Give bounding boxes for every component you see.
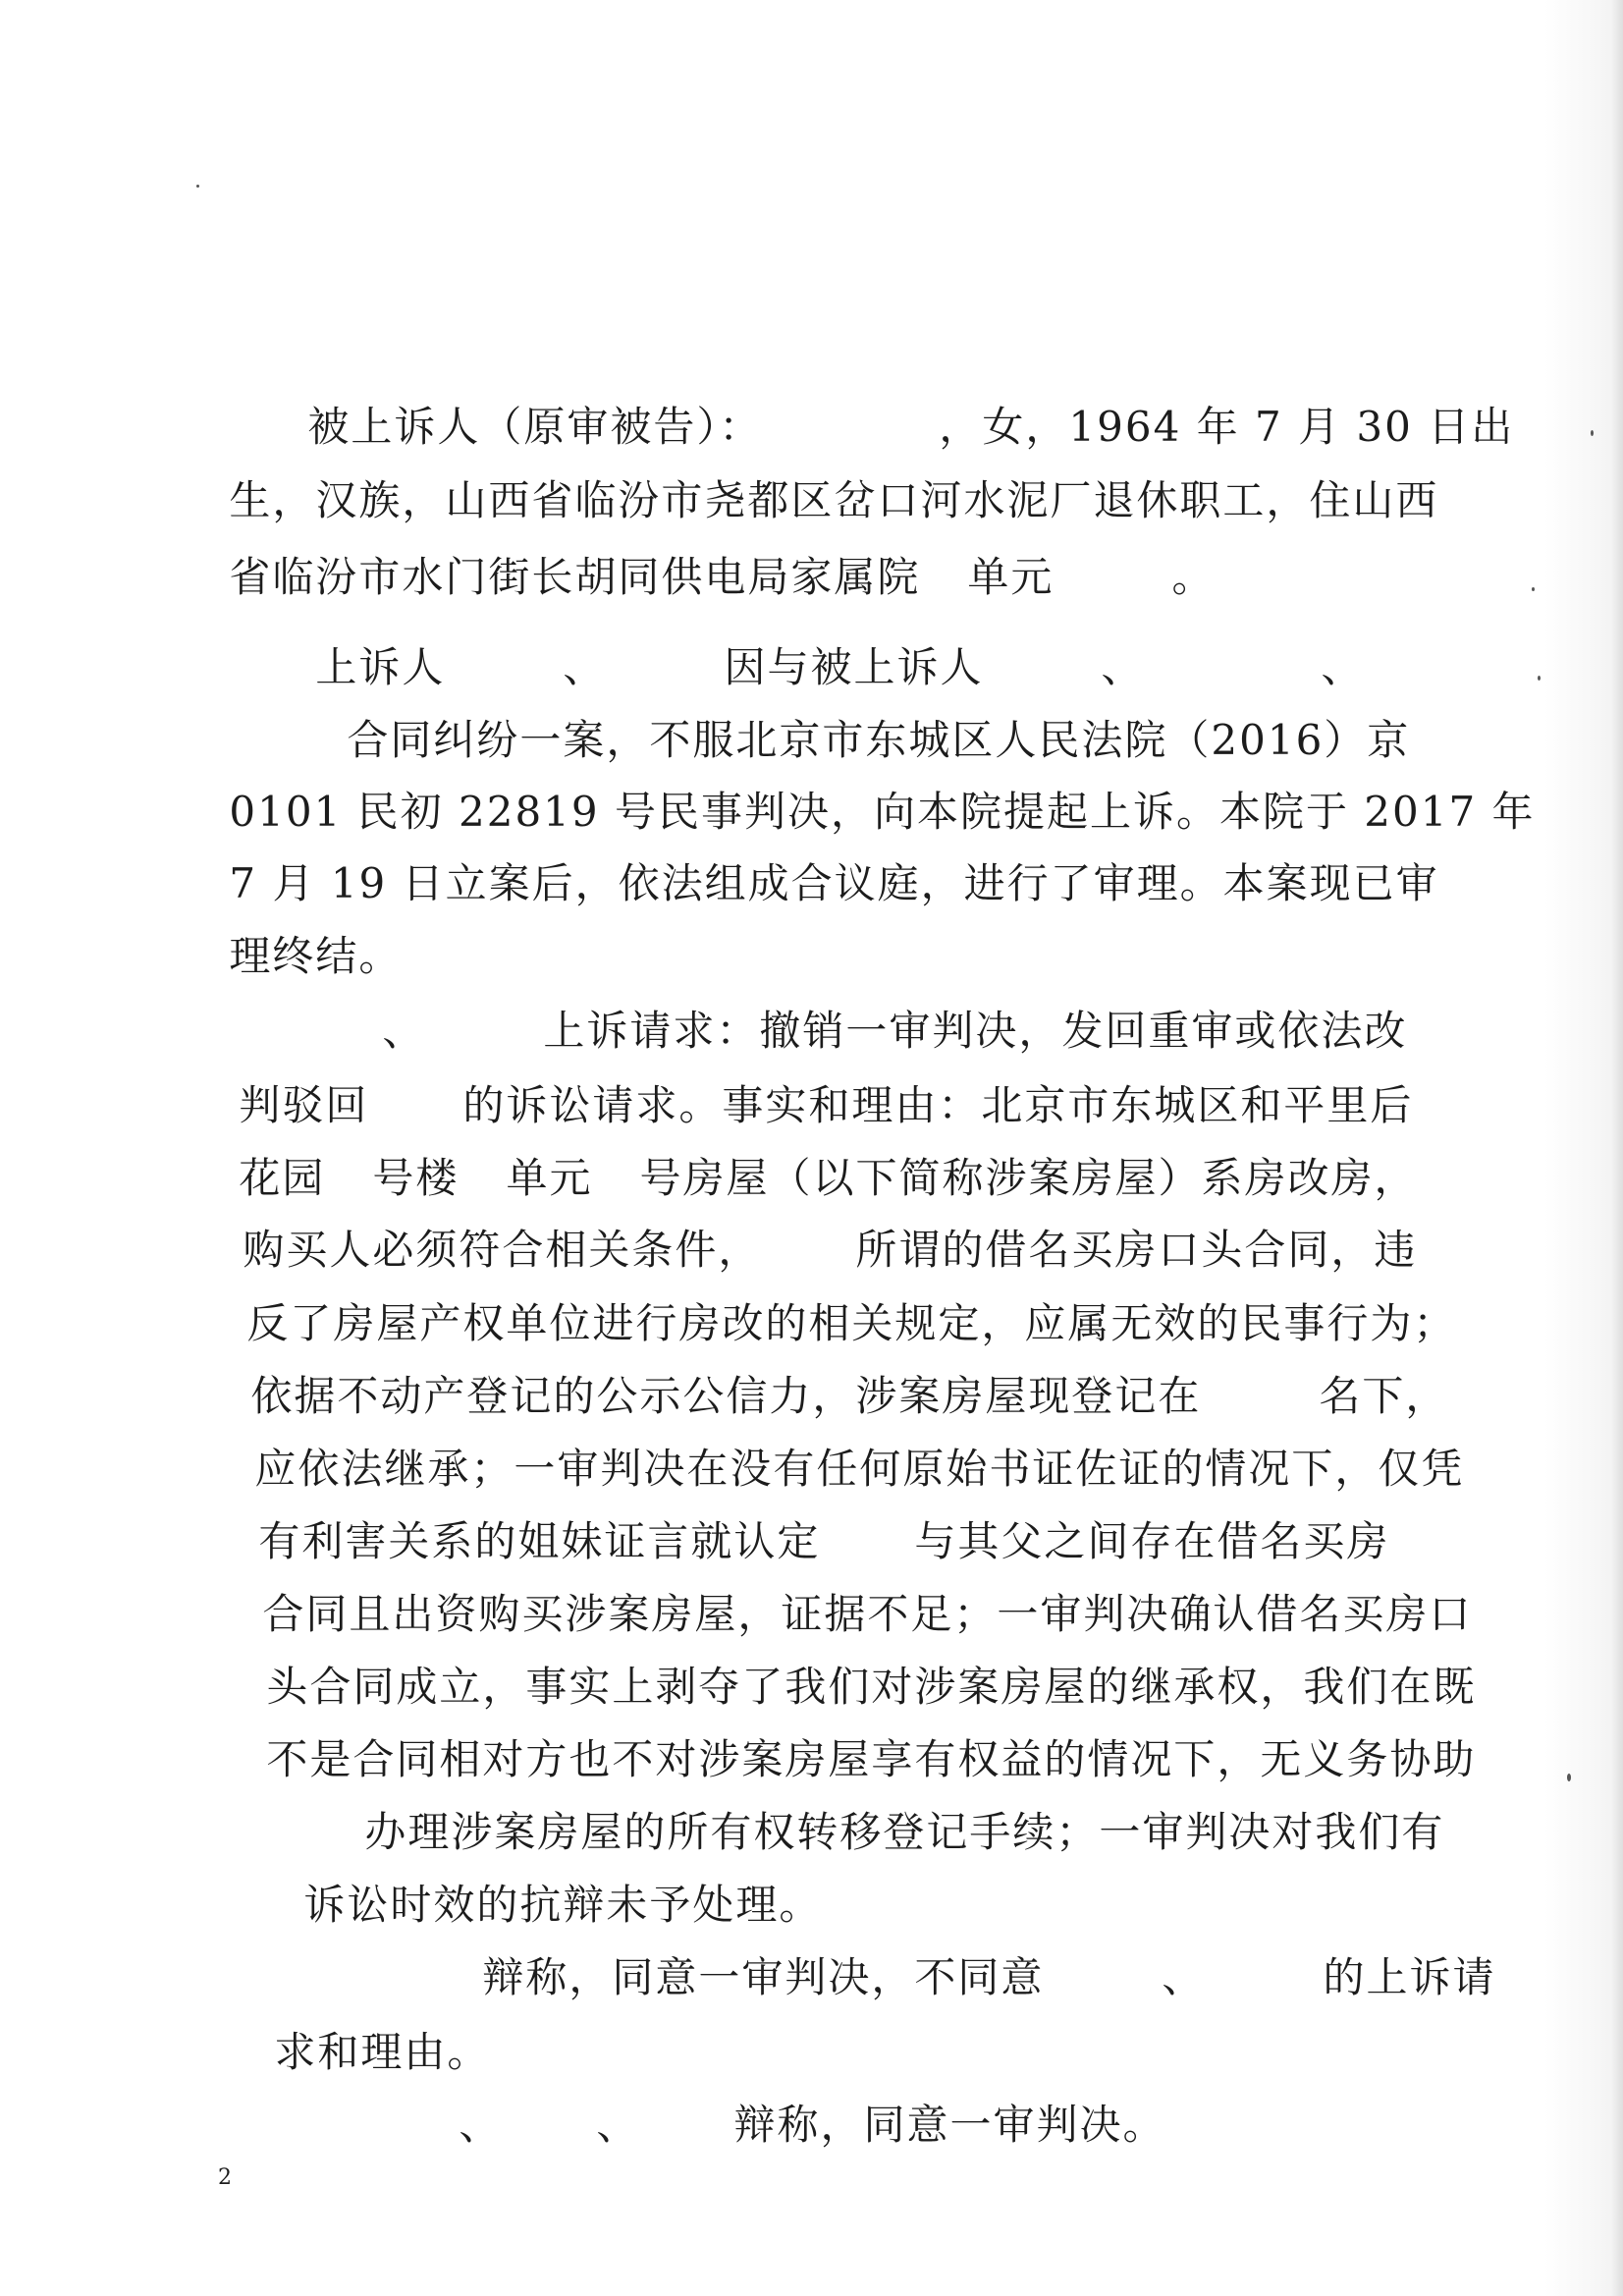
doc-text: 、 [563, 643, 607, 691]
doc-text: 单元 [967, 553, 1055, 601]
redacted-name [1044, 1991, 1162, 1992]
doc-text: 诉讼时效的抗辩未予处理。 [303, 1881, 823, 1929]
doc-text: 上诉请求：撤销一审判决，发回重审或依法改 [543, 1007, 1408, 1055]
doc-text: 理终结。 [229, 932, 403, 980]
doc-text: 生，汉族，山西省临汾市尧都区岔口河水泥厂退休职工，住山西 [229, 476, 1439, 524]
doc-text: 、 [1101, 643, 1145, 691]
doc-text: 7 月 19 日立案后，依法组成合议庭，进行了审理。本案现已审 [229, 859, 1439, 907]
doc-text: 。 [1171, 553, 1216, 601]
doc-text: 与其父之间存在借名买房 [914, 1517, 1390, 1565]
doc-text: 所谓的借名买房口头合同，违 [855, 1226, 1418, 1274]
redacted-name [639, 2138, 733, 2139]
doc-text: 号楼 [372, 1154, 460, 1202]
doc-text: 头合同成立，事实上剥夺了我们对涉案房屋的继承权，我们在既 [266, 1663, 1477, 1711]
doc-text: 辩称，同意一审判决，不同意 [482, 1953, 1045, 2001]
doc-text: 判驳回 [239, 1081, 369, 1129]
redacted-name [1205, 1991, 1323, 1992]
page-number: 2 [218, 2165, 232, 2190]
doc-text: 、 [596, 2101, 640, 2149]
doc-text: 、 [1162, 1953, 1206, 2001]
doc-text: 省临汾市水门街长胡同供电局家属院 [229, 553, 921, 601]
redacted-name [502, 2138, 596, 2139]
doc-text: 办理涉案房屋的所有权转移登记手续；一审判决对我们有 [364, 1808, 1445, 1856]
doc-text: 被上诉人（原审被告）： [307, 403, 763, 451]
doc-text: 花园 [239, 1154, 326, 1202]
redacted-name [364, 2138, 459, 2139]
doc-line [304, 2037, 1165, 2214]
doc-text: 单元 [506, 1154, 593, 1202]
doc-text: 的上诉请 [1323, 1953, 1496, 2001]
doc-text: 名下， [1319, 1372, 1449, 1420]
doc-text: 购买人必须符合相关条件， [243, 1226, 762, 1274]
doc-text: 号房屋（以下简称涉案房屋）系房改房， [639, 1154, 1418, 1202]
doc-text: 上诉人 [315, 643, 446, 691]
doc-text: 、 [459, 2101, 503, 2149]
doc-text: 0101 民初 22819 号民事判决，向本院提起上诉。本院于 2017 年 [229, 788, 1536, 836]
doc-text: 有利害关系的姐妹证言就认定 [258, 1517, 821, 1565]
doc-text: 辩称，同意一审判决。 [733, 2101, 1166, 2149]
doc-text: ，女，1964 年 7 月 30 日出 [939, 403, 1515, 451]
doc-text: 因与被上诉人 [724, 643, 984, 691]
doc-text: 应依法继承；一审判决在没有任何原始书证佐证的情况下，仅凭 [254, 1445, 1465, 1493]
doc-text: 、 [1321, 643, 1365, 691]
doc-text: 反了房屋产权单位进行房改的相关规定，应属无效的民事行为； [246, 1299, 1457, 1347]
doc-text: 的诉讼请求。事实和理由：北京市东城区和平里后 [462, 1081, 1414, 1129]
doc-text: 求和理由。 [274, 2028, 491, 2076]
doc-text: 合同纠纷一案，不服北京市东城区人民法院（2016）京 [347, 716, 1411, 764]
doc-text: 、 [382, 1007, 426, 1055]
doc-text: 合同且出资购买涉案房屋，证据不足；一审判决确认借名买房口 [262, 1590, 1473, 1638]
doc-text: 不是合同相对方也不对涉案房屋享有权益的情况下，无义务协助 [266, 1735, 1477, 1783]
doc-text: 依据不动产登记的公示公信力，涉案房屋现登记在 [250, 1372, 1202, 1420]
